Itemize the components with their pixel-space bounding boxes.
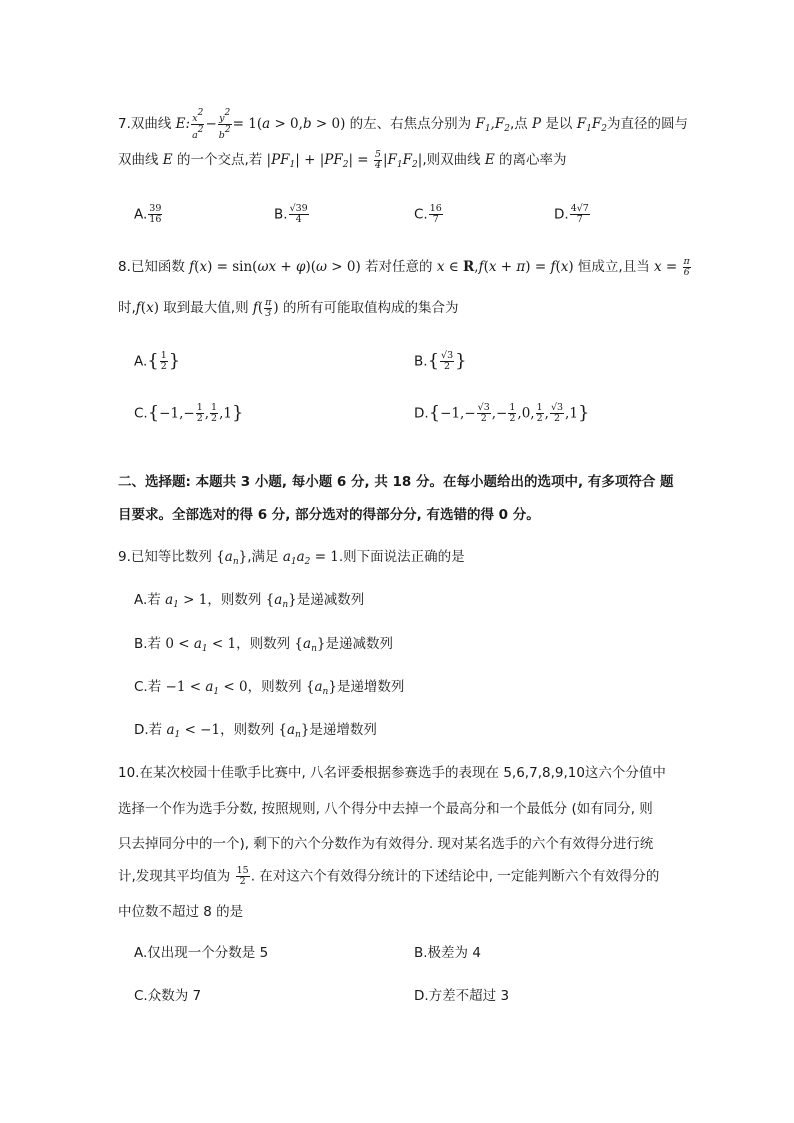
q10-line4: 计,发现其平均值为 $\frac{15}{2}$ . 在对这六个有效得分统计的下述结论中, 一定能判断六个有效得分的 [118, 865, 660, 887]
q10-line1: 10.在某次校园十佳歌手比赛中, 八名评委根据参赛选手的表现在 5,6,7,8,9,10这六个分值中 [118, 765, 666, 781]
q8-option-c: C.{−1,− $\frac{1}{2}$ , $\frac{1}{2}$ ,1} [134, 402, 244, 424]
q8-line2: 时,f(x) 取到最大值,则 f( $\frac{\pi}{3}$ ) 的所有可能取值构成的集合为 [118, 297, 459, 319]
q8-option-b: B.{ $\frac{√3}{2}$ } [414, 350, 467, 372]
q10-option-a: A.仅出现一个分数是 5 [134, 945, 269, 961]
section-2-heading-line1: 二、选择题: 本题共 3 小题, 每小题 6 分, 共 18 分。在每小题给出的选项中, 有多项符合 题 [118, 474, 674, 490]
q9-option-d: D.若 $a_1 < -1$，则数列 $\{a_n\}$是递增数列 [134, 722, 377, 740]
q7-line2: 双曲线 E 的一个交点,若 $|PF_1| + |PF_2|$ = $\frac{5}{4}$ $|F_1F_2|$,则双曲线 E 的离心率为 [118, 149, 567, 171]
q9-option-a: A.若 $a_1 > 1$，则数列 $\{a_n\}$是递减数列 [134, 592, 365, 610]
q10-line5: 中位数不超过 8 的是 [118, 904, 244, 920]
q8-option-a: A.{ $\frac{1}{2}$ } [134, 350, 181, 372]
q7-text: 7.双曲线 [118, 116, 176, 132]
q7-line1: 7.双曲线 E: $\frac{x2}{a2}$ − $\frac{y2}{b2}$ = 1(a > 0,b > 0) 的左、右焦点分别为 $F_1,F_2$,点 P 是以 $F_1F_2$为直径的圆与 [118, 108, 688, 141]
q10-option-c: C.众数为 7 [134, 988, 202, 1004]
q8-line1: 8.已知函数 f(x) = sin(ωx + φ)(ω > 0) 若对任意的 x ∈ R,f(x + π) = f(x) 恒成立,且当 x = $\frac{\pi}{6}$ [118, 256, 690, 278]
q9-option-b: B.若 $0 < a_1 < 1$，则数列 $\{a_n\}$是递减数列 [134, 636, 393, 654]
q7-option-b: B. $\frac{√39}{4}$ [274, 203, 308, 225]
condition-equation: $|PF_1| + |PF_2|$ = $\frac{5}{4}$ $|F_1F_2|$ [266, 149, 423, 171]
q8-option-d: D.{−1,− $\frac{√3}{2}$ ,− $\frac{1}{2}$ ,0, $\frac{1}{2}$ , $\frac{√3}{2}$ ,1} [414, 402, 590, 424]
q7-option-d: D. $\frac{4√7}{7}$ [554, 203, 589, 225]
section-2-heading-line2: 目要求。全部选对的得 6 分, 部分选对的得部分分, 有选错的得 0 分。 [118, 507, 540, 523]
hyperbola-equation: E: $\frac{x2}{a2}$ − $\frac{y2}{b2}$ = 1(a > 0,b > 0) [175, 108, 346, 141]
q10-line2: 选择一个作为选手分数, 按照规则, 八个得分中去掉一个最高分和一个最低分 (如有同分, 则 [118, 801, 653, 817]
q7-option-c: C. $\frac{16}{7}$ [414, 203, 442, 225]
q10-option-b: B.极差为 4 [414, 945, 481, 961]
q10-line3: 只去掉同分中的一个), 剩下的六个分数作为有效得分. 现对某名选手的六个有效得分进行统 [118, 836, 654, 852]
q9-option-c: C.若 $-1 < a_1 < 0$，则数列 $\{a_n\}$是递增数列 [134, 679, 405, 697]
q10-option-d: D.方差不超过 3 [414, 988, 510, 1004]
function-definition: f(x) = sin(ωx + φ)(ω > 0) [189, 259, 361, 275]
q9-stem: 9.已知等比数列 $\{a_n\}$,满足 $a_1a_2 = 1$.则下面说法正确的是 [118, 549, 465, 567]
q7-option-a: A. $\frac{39}{16}$ [134, 203, 162, 225]
